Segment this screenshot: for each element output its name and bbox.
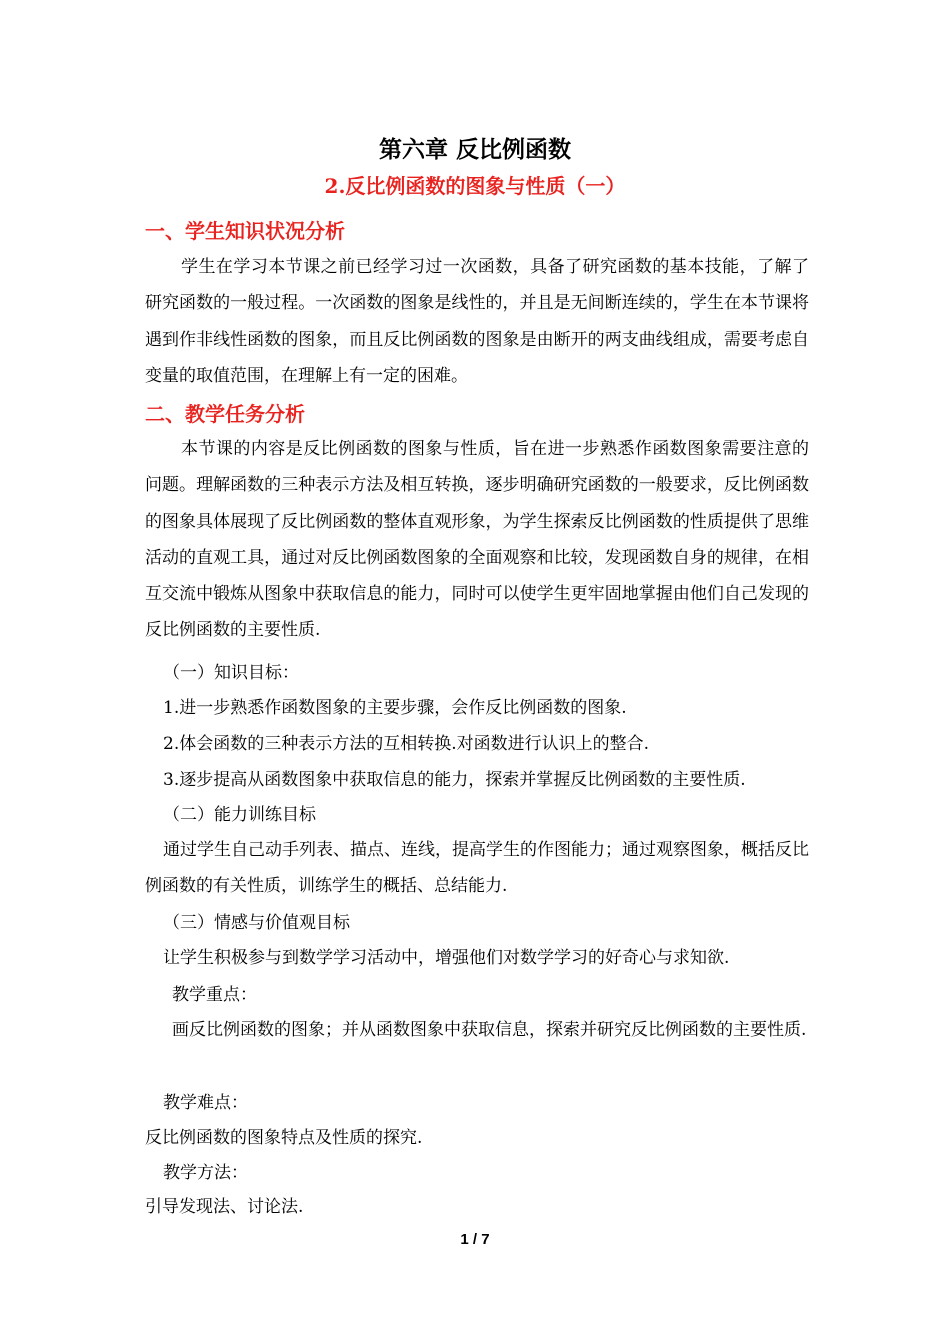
knowledge-goal-item: 2.体会函数的三种表示方法的互相转换.对函数进行认识上的整合. [163, 734, 650, 754]
task-analysis-paragraph: 本节课的内容是反比例函数的图象与性质，旨在进一步熟悉作函数图象需要注意的问题。理解函数的三种表示方法及相互转换，逐步明确研究函数的一般要求，反比例函数的图象具体展现了反比例函数的整体直观形象，为学生探索反比例函数的性质提供了思维活动的直观工具，通过对反比例函数图象的全面观察和比较，发现函数自身的规律，在相互交流中锻炼从图象中获取信息的能力，同时可以使学生更牢固地掌握由他们自己发现的反比例函数的主要性质. [145, 439, 809, 641]
key-point-heading: 教学重点： [172, 985, 257, 1005]
ability-goals-paragraph: 通过学生自己动手列表、描点、连线，提高学生的作图能力；通过观察图象，概括反比例函数的有关性质，训练学生的概括、总结能力. [145, 840, 809, 897]
section-heading-student-analysis: 一、学生知识状况分析 [145, 219, 345, 243]
student-analysis-paragraph: 学生在学习本节课之前已经学习过一次函数，具备了研究函数的基本技能，了解了研究函数的一般过程。一次函数的图象是线性的，并且是无间断连续的，学生在本节课将遇到作非线性函数的图象，而且反比例函数的图象是由断开的两支曲线组成，需要考虑自变量的取值范围，在理解上有一定的困难。 [145, 257, 809, 386]
page-number: 1 / 7 [460, 1231, 490, 1248]
emotion-goals-heading: （三）情感与价值观目标 [163, 913, 350, 933]
method-heading: 教学方法： [163, 1163, 248, 1183]
lesson-title: 2.反比例函数的图象与性质（一） [324, 174, 626, 198]
difficulty-paragraph: 反比例函数的图象特点及性质的探究. [145, 1128, 423, 1148]
key-point-paragraph: 画反比例函数的图象；并从函数图象中获取信息，探索并研究反比例函数的主要性质. [172, 1020, 807, 1040]
knowledge-goals-heading: （一）知识目标： [163, 663, 299, 683]
ability-goals-heading: （二）能力训练目标 [163, 805, 316, 825]
difficulty-heading: 教学难点： [163, 1093, 248, 1113]
knowledge-goal-item: 1.进一步熟悉作函数图象的主要步骤，会作反比例函数的图象. [163, 698, 627, 718]
knowledge-goal-item: 3.逐步提高从函数图象中获取信息的能力，探索并掌握反比例函数的主要性质. [163, 770, 746, 790]
emotion-goals-paragraph: 让学生积极参与到数学学习活动中，增强他们对数学学习的好奇心与求知欲. [163, 948, 730, 968]
section-heading-task-analysis: 二、教学任务分析 [145, 402, 305, 426]
method-paragraph: 引导发现法、讨论法. [145, 1197, 304, 1217]
chapter-title: 第六章 反比例函数 [378, 136, 571, 163]
